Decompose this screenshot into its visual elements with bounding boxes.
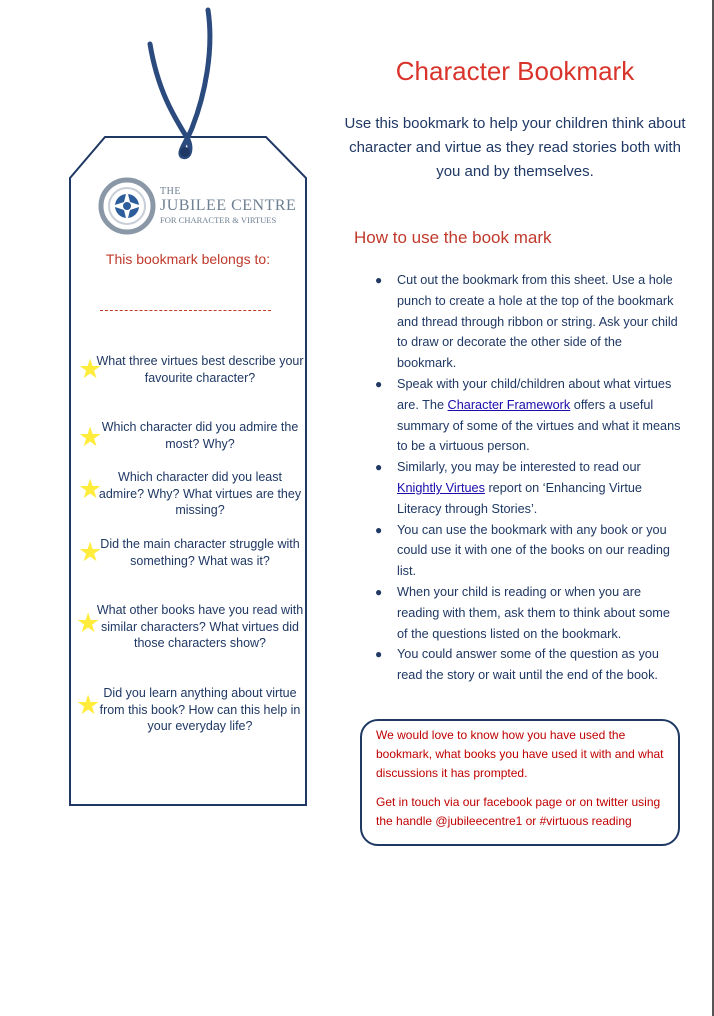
bullet-icon: ● <box>375 376 383 391</box>
bookmark-question: Did you learn anything about virtue from this book? How can this help in your everyday life? <box>99 686 301 733</box>
list-item-text: offers a useful summary of some of the virtues and what it means to be a virtuous person. <box>397 397 681 454</box>
name-line <box>100 310 271 311</box>
bookmark-question: Which character did you admire the most? Why? <box>101 420 299 451</box>
howto-heading: How to use the book mark <box>354 228 552 247</box>
logo-subtitle: FOR CHARACTER & VIRTUES <box>160 215 277 225</box>
list-item <box>374 582 684 644</box>
list-item-text: You could answer some of the question as you read the story or wait until the end of the book. <box>397 647 659 683</box>
star-icon: ★ <box>76 690 101 720</box>
list-item <box>374 457 684 519</box>
bookmark-question: What other books have you read with similar characters? What virtues did those characters show? <box>96 603 304 650</box>
bullet-icon: ● <box>375 584 383 599</box>
logo-the: THE <box>160 186 181 197</box>
logo-wordmark <box>160 186 296 226</box>
star-icon: ★ <box>78 474 103 504</box>
bullet-icon: ● <box>375 460 383 475</box>
list-item-text: When your child is reading or when you are reading with them, ask them to think about some of the questions listed on the bookmark. <box>397 584 670 641</box>
jubilee-logo-icon <box>101 180 153 232</box>
ribbon-hole <box>180 147 190 157</box>
logo-name: JUBILEE CENTRE <box>160 197 297 214</box>
bullet-icon: ● <box>375 647 383 662</box>
star-icon: ★ <box>76 608 101 638</box>
star-icon: ★ <box>78 422 103 452</box>
howto-list <box>374 270 684 686</box>
bullet-icon: ● <box>375 273 383 287</box>
character-framework-link[interactable]: Character Framework <box>447 397 571 412</box>
list-item-text: Similarly, you may be interested to read our <box>397 460 641 475</box>
contact-callout <box>360 719 680 846</box>
bookmark-question: Did the main character struggle with something? What was it? <box>100 537 300 568</box>
list-item-text: Speak with your child/children about what virtues are. The <box>397 376 672 412</box>
bullet-icon: ● <box>375 522 383 537</box>
bookmark-question: What three virtues best describe your favourite character? <box>96 354 304 385</box>
list-item <box>374 374 684 457</box>
callout-contact-text: Get in touch via our facebook page or on twitter using the handle @jubileecentre1 or #virtuous reading <box>376 795 661 828</box>
list-item <box>374 520 684 582</box>
intro-text: Use this bookmark to help your children think about character and virtue as they read stories both with you and by themselves. <box>344 115 686 180</box>
bookmark-question: Which character did you least admire? Why? What virtues are they missing? <box>98 470 302 517</box>
list-item-text: You can use the bookmark with any book or you could use it with one of the books on our reading list. <box>397 522 670 579</box>
list-item-text: Cut out the bookmark from this sheet. Use a hole punch to create a hole at the top of the bookmark and thread through ribbon or string. Ask your child to draw or decorate the other side of the bookmark. <box>397 273 678 371</box>
list-item <box>374 270 684 374</box>
list-item-text: report on ‘Enhancing Virtue Literacy through Stories’. <box>397 480 642 516</box>
callout-text: We would love to know how you have used the bookmark, what books you have used it with and what discussions it has prompted. <box>376 728 664 780</box>
belongs-label: This bookmark belongs to: <box>105 251 271 267</box>
star-icon: ★ <box>78 354 103 384</box>
bookmark-ribbon <box>150 10 210 157</box>
list-item <box>374 644 684 686</box>
star-icon: ★ <box>78 537 103 567</box>
page-title: Character Bookmark <box>395 56 635 86</box>
knightly-virtues-link[interactable]: Knightly Virtues <box>397 480 485 495</box>
